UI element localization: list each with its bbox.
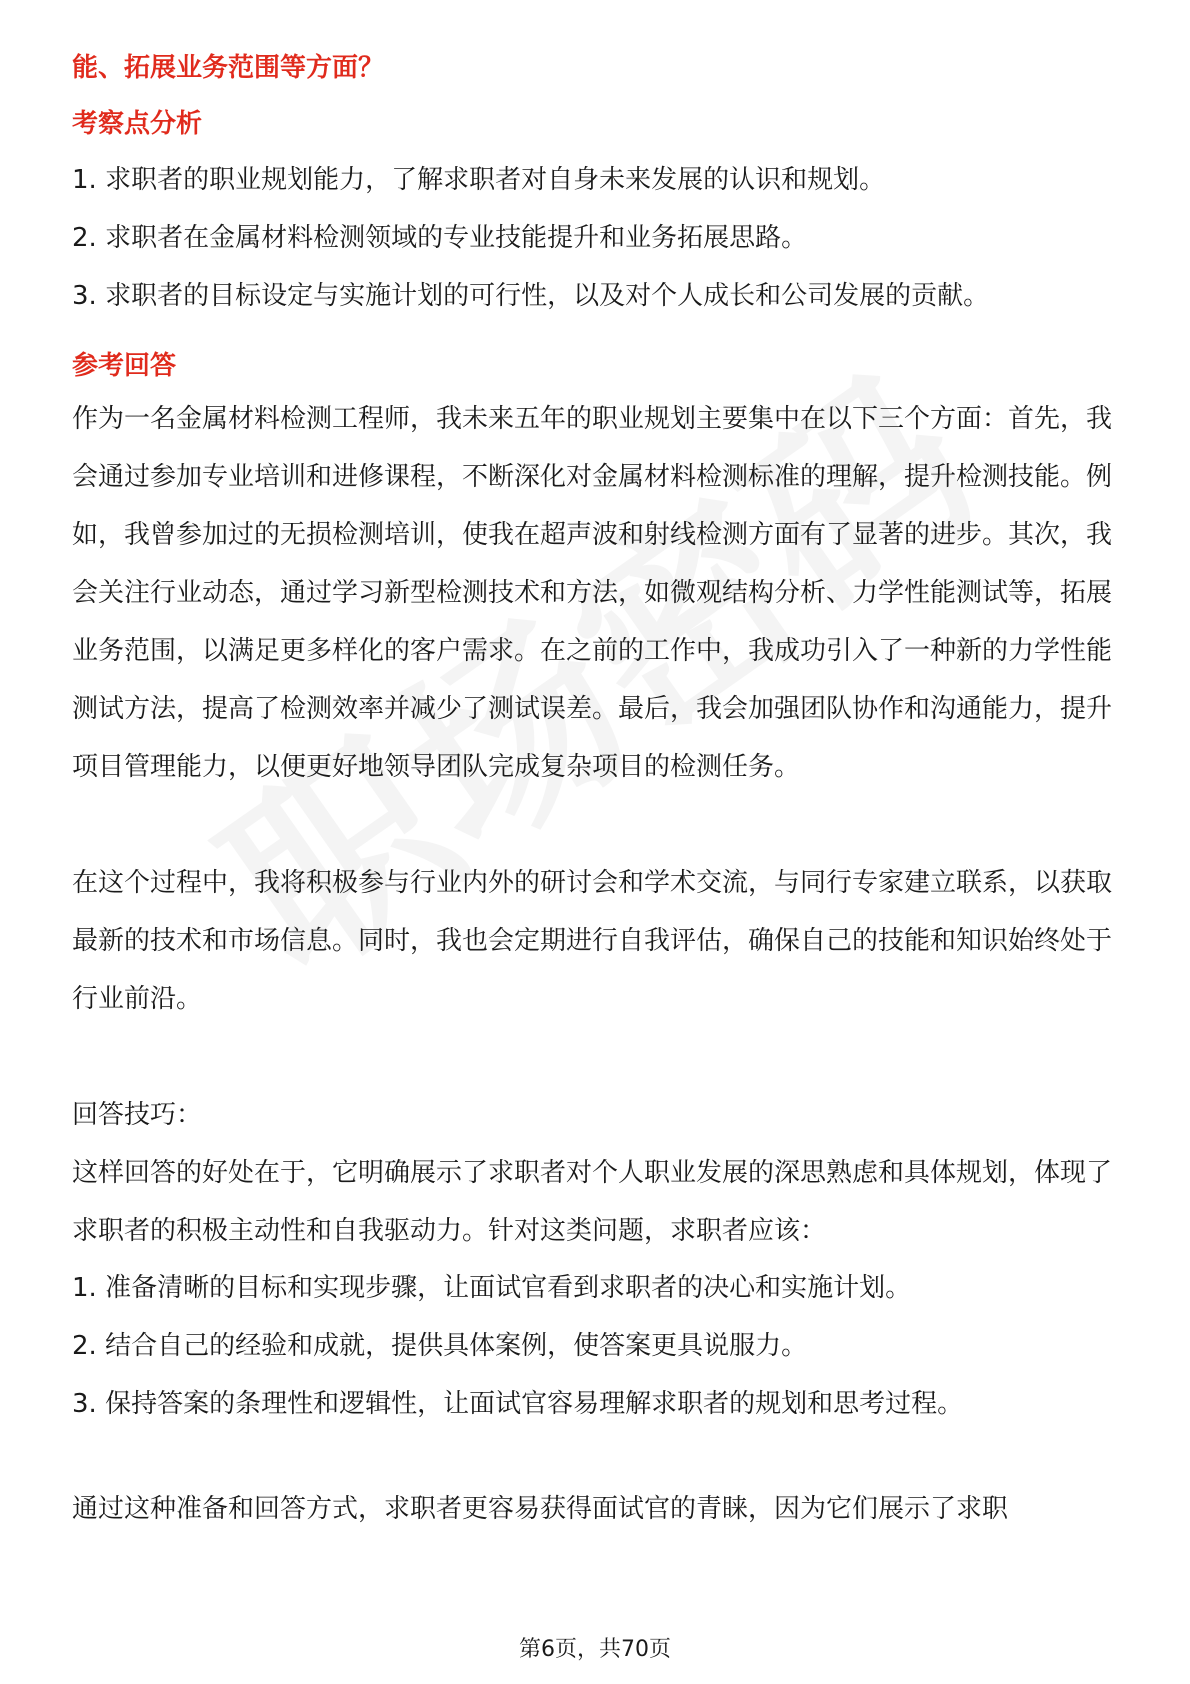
list-item: 3. 求职者的目标设定与实施计划的可行性，以及对个人成长和公司发展的贡献。	[72, 281, 990, 311]
section-title-reference-answer: 参考回答	[72, 351, 177, 381]
list-item: 3. 保持答案的条理性和逻辑性，让面试官容易理解求职者的规划和思考过程。	[72, 1389, 964, 1419]
paragraph-spacer	[72, 796, 1120, 854]
page-content	[72, 50, 1120, 1538]
tips-intro: 这样回答的好处在于，它明确展示了求职者对个人职业发展的深思熟虑和具体规划，体现了求职者的积极主动性和自我驱动力。针对这类问题，求职者应该：	[72, 1158, 1113, 1246]
tips-title: 回答技巧：	[72, 1100, 203, 1130]
answer-paragraph: 作为一名金属材料检测工程师，我未来五年的职业规划主要集中在以下三个方面：首先，我会通过参加专业培训和进修课程，不断深化对金属材料检测标准的理解，提升检测技能。例如，我曾参加过的无损检测培训，使我在超声波和射线检测方面有了显著的进步。其次，我会关注行业动态，通过学习新型检测技术和方法，如微观结构分析、力学性能测试等，拓展业务范围，以满足更多样化的客户需求。在之前的工作中，我成功引入了一种新的力学性能测试方法，提高了检测效率并减少了测试误差。最后，我会加强团队协作和沟通能力，提升项目管理能力，以便更好地领导团队完成复杂项目的检测任务。	[72, 404, 1113, 782]
paragraph-spacer	[72, 1444, 1120, 1480]
closing-paragraph: 通过这种准备和回答方式，求职者更容易获得面试官的青睐，因为它们展示了求职	[72, 1494, 1009, 1524]
list-item: 1. 求职者的职业规划能力，了解求职者对自身未来发展的认识和规划。	[72, 165, 886, 195]
page-number: 第6页，共70页	[519, 1637, 671, 1662]
list-item: 2. 结合自己的经验和成就，提供具体案例，使答案更具说服力。	[72, 1331, 808, 1361]
section-title-analysis: 考察点分析	[72, 109, 203, 139]
answer-paragraph: 在这个过程中，我将积极参与行业内外的研讨会和学术交流，与同行专家建立联系，以获取最新的技术和市场信息。同时，我也会定期进行自我评估，确保自己的技能和知识始终处于行业前沿。	[72, 868, 1113, 1014]
list-item: 2. 求职者在金属材料检测领域的专业技能提升和业务拓展思路。	[72, 223, 808, 253]
paragraph-spacer	[72, 1028, 1120, 1086]
list-item: 1. 准备清晰的目标和实现步骤，让面试官看到求职者的决心和实施计划。	[72, 1273, 912, 1303]
continued-question-heading: 能、拓展业务范围等方面？	[72, 53, 385, 83]
